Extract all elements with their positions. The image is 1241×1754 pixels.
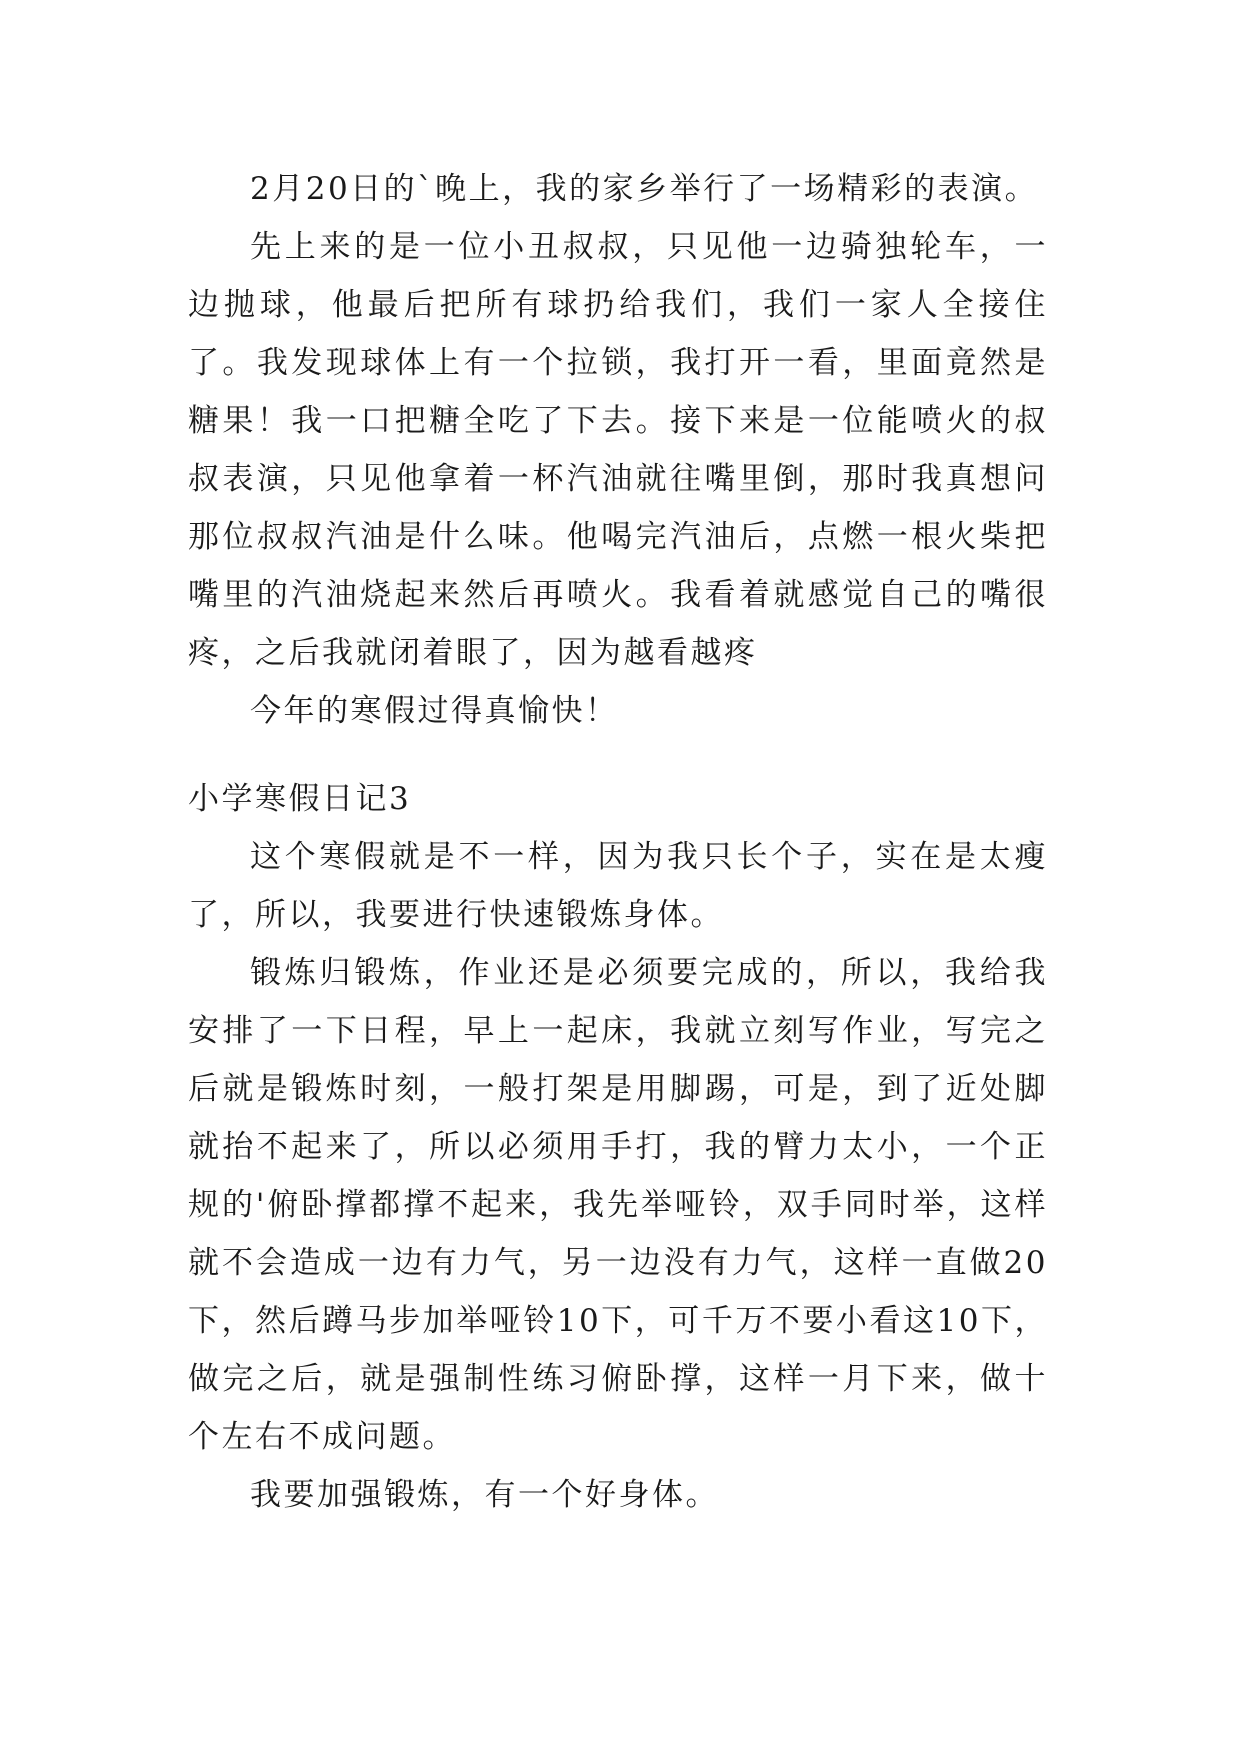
entry-heading: 小学寒假日记3 — [188, 781, 412, 817]
diary-entry-3 — [188, 770, 1048, 1524]
paragraph-exercise-plan: 锻炼归锻炼，作业还是必须要完成的，所以，我给我安排了一下日程，早上一起床，我就立刻写作业，写完之后就是锻炼时刻，一般打架是用脚踢，可是，到了近处脚就抬不起来了，所以必须用手打，我的臂力太小，一个正规的'俯卧撑都撑不起来，我先举哑铃，双手同时举，这样就不会造成一边有力气，另一边没有力气，这样一直做20下，然后蹲马步加举哑铃10下，可千万不要小看这10下，做完之后，就是强制性练习俯卧撑，这样一月下来，做十个左右不成问题。 — [188, 955, 1048, 1455]
paragraph-evening-show: 2月20日的`晚上，我的家乡举行了一场精彩的表演。 — [250, 171, 1039, 207]
diary-entry-2-continued — [188, 160, 1048, 740]
paragraph-clown-and-fire: 先上来的是一位小丑叔叔，只见他一边骑独轮车，一边抛球，他最后把所有球扔给我们，我们一家人全接住了。我发现球体上有一个拉锁，我打开一看，里面竟然是糖果！我一口把糖全吃了下去。接下来是一位能喷火的叔叔表演，只见他拿着一杯汽油就往嘴里倒，那时我真想问那位叔叔汽油是什么味。他喝完汽油后，点燃一根火柴把嘴里的汽油烧起来然后再喷火。我看着就感觉自己的嘴很疼，之后我就闭着眼了，因为越看越疼 — [188, 229, 1048, 671]
paragraph-resolution: 我要加强锻炼，有一个好身体。 — [250, 1477, 719, 1513]
paragraph-too-thin: 这个寒假就是不一样，因为我只长个子，实在是太瘦了，所以，我要进行快速锻炼身体。 — [188, 839, 1048, 933]
paragraph-happy-holiday: 今年的寒假过得真愉快！ — [250, 693, 619, 729]
